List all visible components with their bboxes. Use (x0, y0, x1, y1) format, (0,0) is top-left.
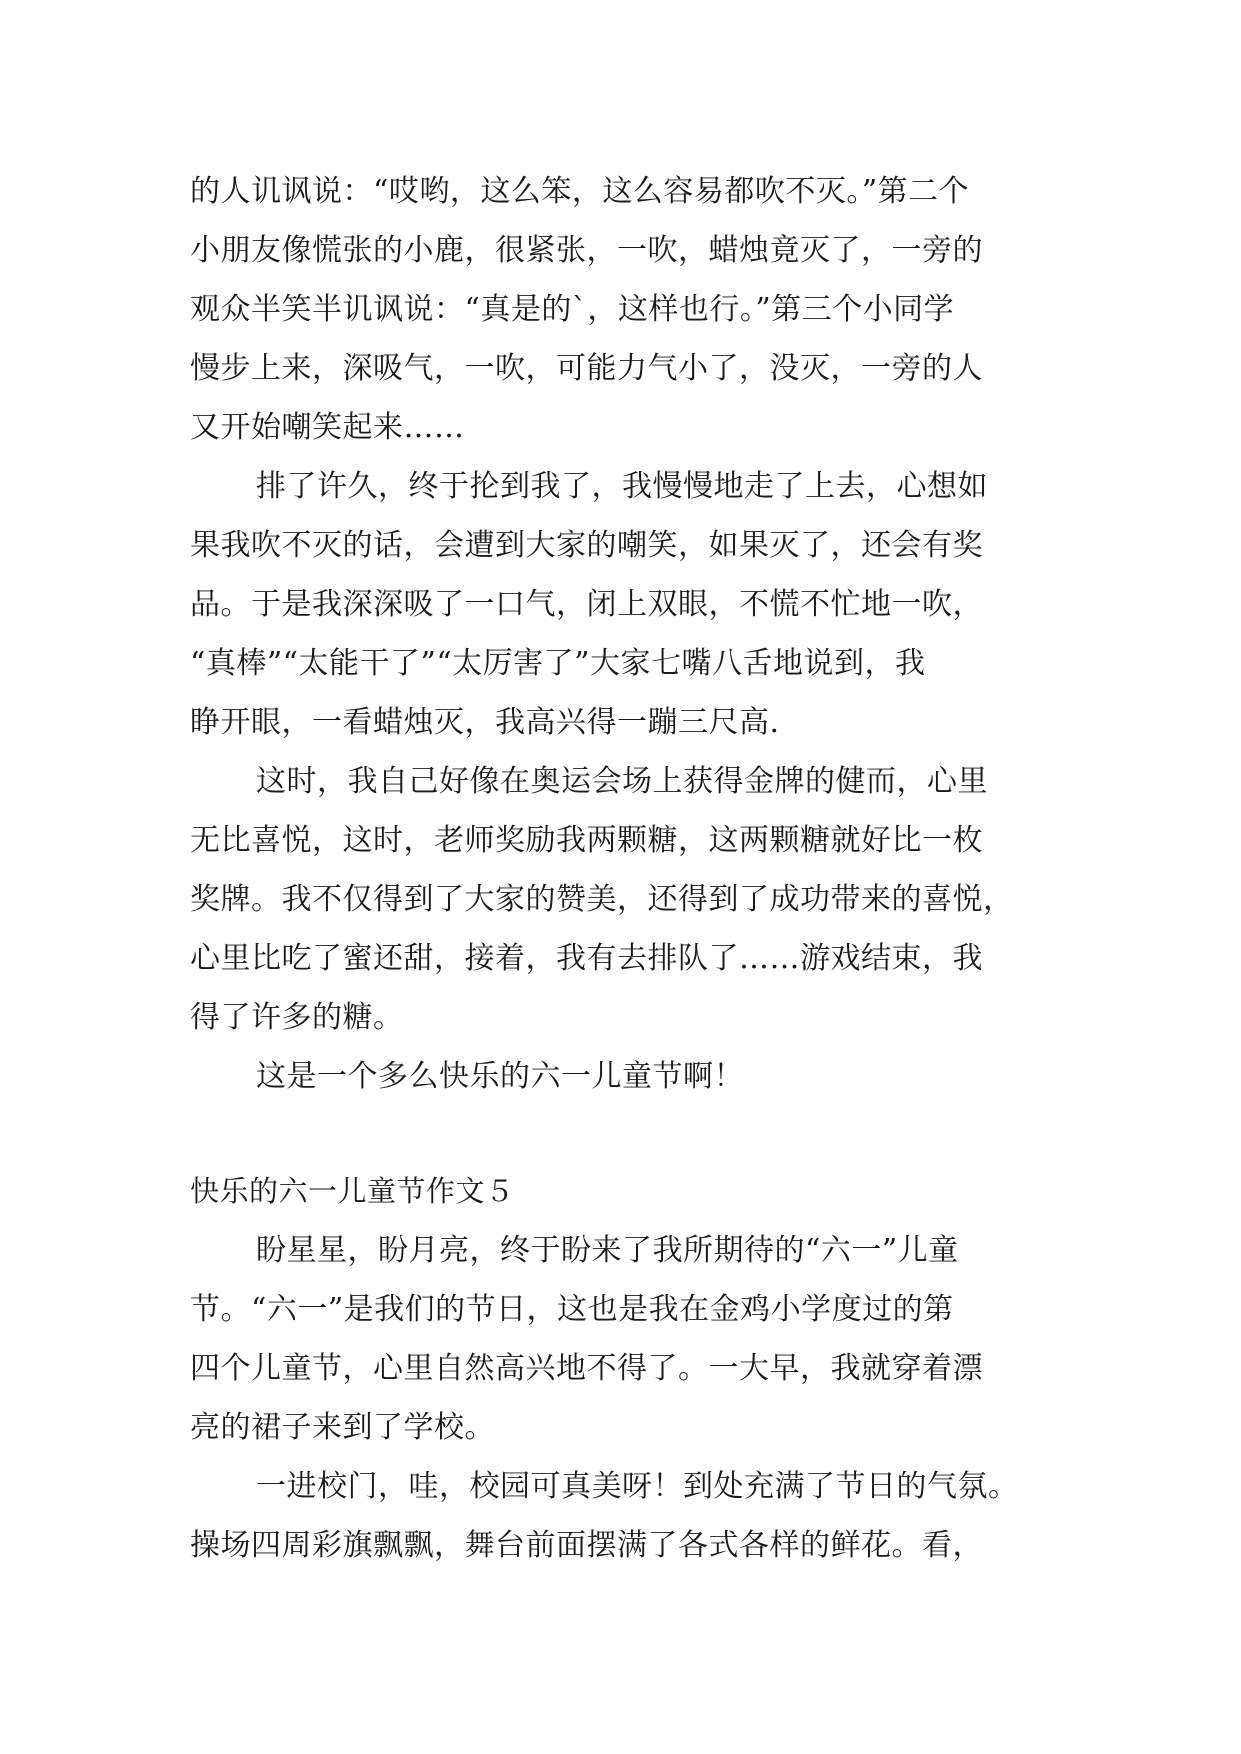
section-spacer (190, 1106, 1052, 1162)
text-line: “真棒”“太能干了”“太厉害了”大家七嘴八舌地说到，我 (190, 646, 926, 681)
text-line: 操场四周彩旗飘飘，舞台前面摆满了各式各样的鲜花。看， (190, 1528, 983, 1563)
text-line: 的人讥讽说：“哎哟，这么笨，这么容易都吹不灭。”第二个 (190, 174, 970, 209)
paragraph-first-line: 一进校门，哇，校园可真美呀！到处充满了节日的气氛。 (256, 1469, 1019, 1504)
text-line: 慢步上来，深吸气，一吹，可能力气小了，没灭，一旁的人 (190, 351, 983, 386)
text-line: 心里比吃了蜜还甜，接着，我有去排队了……游戏结束，我 (190, 941, 983, 976)
text-line: 观众半笑半讥讽说：“真是的`，这样也行。”第三个小同学 (190, 292, 955, 327)
text-line: 亮的裙子来到了学校。 (190, 1410, 495, 1445)
text-line: 奖牌。我不仅得到了大家的赞美，还得到了成功带来的喜悦， (190, 882, 1014, 917)
text-line: 四个儿童节，心里自然高兴地不得了。一大早，我就穿着漂 (190, 1351, 983, 1386)
paragraph-first-line: 这是一个多么快乐的六一儿童节啊！ (256, 1059, 744, 1094)
text-line: 睁开眼，一看蜡烛灭，我高兴得一蹦三尺高. (190, 705, 780, 740)
text-line: 小朋友像慌张的小鹿，很紧张，一吹，蜡烛竟灭了，一旁的 (190, 233, 983, 268)
text-line: 得了许多的糖。 (190, 1000, 404, 1035)
paragraph-first-line: 排了许久，终于抡到我了，我慢慢地走了上去，心想如 (256, 469, 988, 504)
text-line: 品。于是我深深吸了一口气，闭上双眼，不慌不忙地一吹， (190, 587, 983, 622)
text-line: 又开始嘲笑起来…… (190, 410, 465, 445)
text-line: 节。“六一”是我们的节日，这也是我在金鸡小学度过的第 (190, 1292, 954, 1327)
essay-body (190, 162, 1052, 1575)
section-heading: 快乐的六一儿童节作文５ (190, 1174, 515, 1208)
text-line: 无比喜悦，这时，老师奖励我两颗糖，这两颗糖就好比一枚 (190, 823, 983, 858)
paragraph-first-line: 盼星星，盼月亮，终于盼来了我所期待的“六一”儿童 (256, 1233, 959, 1268)
text-line: 果我吹不灭的话，会遭到大家的嘲笑，如果灭了，还会有奖 (190, 528, 983, 563)
paragraph-first-line: 这时，我自己好像在奥运会场上获得金牌的健而，心里 (256, 764, 988, 799)
